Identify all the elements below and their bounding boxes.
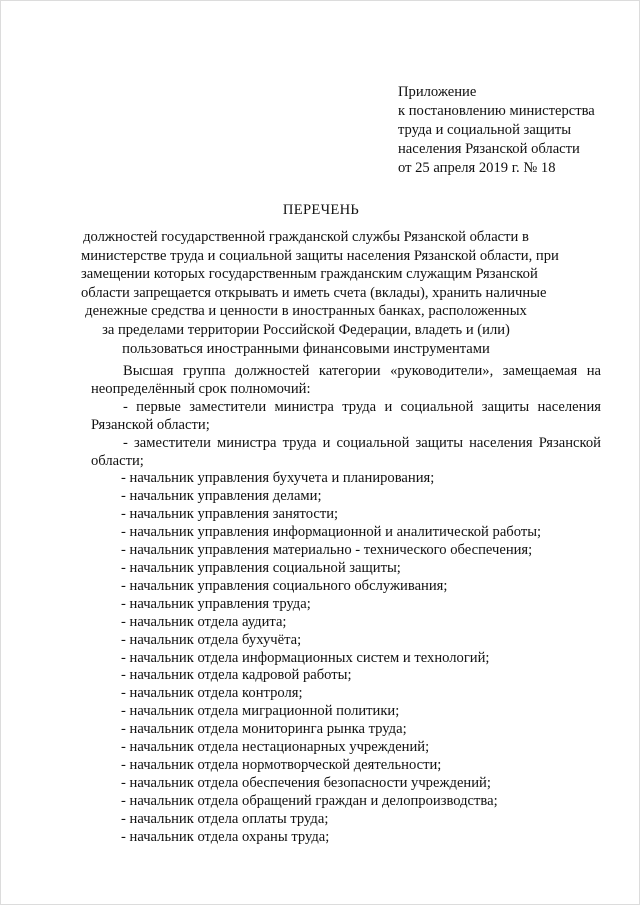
position-list-item: - начальник отдела контроля; <box>121 685 303 702</box>
intro-paragraph-line: неопределённый срок полномочий: <box>91 380 311 397</box>
subtitle-line: денежные средства и ценности в иностранных банках, расположенных <box>85 303 527 320</box>
appendix-line: к постановлению министерства <box>398 103 595 119</box>
appendix-line: труда и социальной защиты <box>398 122 572 138</box>
first-deputy-item-line: Рязанской области; <box>91 416 210 433</box>
position-list-item: - начальник управления информационной и аналитической работы; <box>121 524 542 541</box>
intro-paragraph-line: Высшая группа должностей категории «руководители», замещаемая на <box>123 363 601 379</box>
appendix-line: Приложение <box>398 84 477 100</box>
position-list-item: - начальник отдела миграционной политики; <box>121 703 400 720</box>
position-list-item: - начальник управления труда; <box>121 595 311 612</box>
document-subtitle <box>81 228 559 358</box>
subtitle-line: должностей государственной гражданской службы Рязанской области в <box>83 229 529 245</box>
position-list-item: - начальник управления занятости; <box>121 506 339 523</box>
position-list <box>91 470 601 846</box>
subtitle-line: области запрещается открывать и иметь счета (вклады), хранить наличные <box>81 284 547 301</box>
deputy-item-line: области; <box>91 452 144 469</box>
appendix-block <box>398 83 595 178</box>
document-body <box>91 363 601 846</box>
position-list-item: - начальник отдела мониторинга рынка труда; <box>121 721 407 738</box>
position-list-item: - начальник управления социальной защиты; <box>121 559 401 576</box>
position-list-item: - начальник отдела обращений граждан и делопроизводства; <box>121 792 498 809</box>
deputy-item-line: - заместители министра труда и социальной защиты населения Рязанской <box>123 434 601 451</box>
document-title: ПЕРЕЧЕНЬ <box>282 202 360 218</box>
position-list-item: - начальник управления бухучета и планирования; <box>121 470 435 487</box>
position-list-item: - начальник отдела охраны труда; <box>121 828 330 845</box>
position-list-item: - начальник отдела обеспечения безопасности учреждений; <box>121 774 491 791</box>
subtitle-line: министерстве труда и социальной защиты населения Рязанской области, при <box>81 247 559 264</box>
subtitle-line: за пределами территории Российской Федерации, владеть и (или) <box>102 321 510 338</box>
position-list-item: - начальник отдела оплаты труда; <box>121 810 329 827</box>
position-list-item: - начальник отдела бухучёта; <box>121 631 302 648</box>
appendix-line: населения Рязанской области <box>398 141 580 157</box>
position-list-item: - начальник отдела нормотворческой деятельности; <box>121 756 442 773</box>
position-list-item: - начальник управления материально - технического обеспечения; <box>121 542 533 559</box>
position-list-item: - начальник отдела аудита; <box>121 613 287 630</box>
appendix-line: от 25 апреля 2019 г. № 18 <box>398 160 556 176</box>
subtitle-line: пользоваться иностранными финансовыми инструментами <box>122 340 490 357</box>
position-list-item: - начальник отдела информационных систем и технологий; <box>121 649 490 666</box>
subtitle-line: замещении которых государственным гражданским служащим Рязанской <box>81 266 538 283</box>
first-deputy-item-line: - первые заместители министра труда и социальной защиты населения <box>123 398 601 415</box>
position-list-item: - начальник отдела кадровой работы; <box>121 667 352 684</box>
position-list-item: - начальник отдела нестационарных учреждений; <box>121 739 430 756</box>
position-list-item: - начальник управления социального обслуживания; <box>121 577 448 594</box>
position-list-item: - начальник управления делами; <box>121 488 322 505</box>
